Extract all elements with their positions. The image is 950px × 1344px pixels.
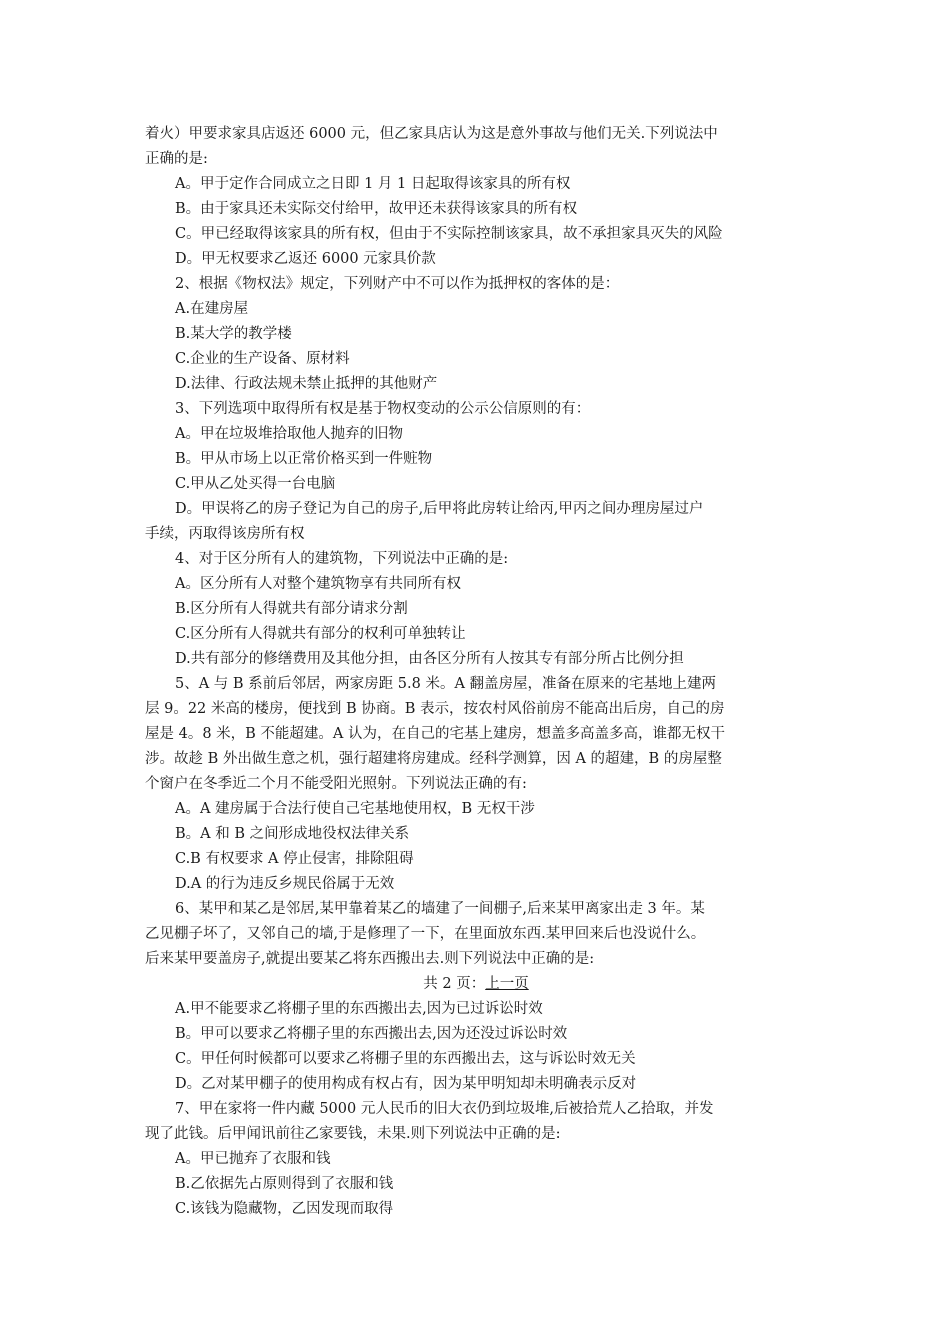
option-line: A。甲于定作合同成立之日即 1 月 1 日起取得该家具的所有权 xyxy=(175,176,571,192)
option-line: B.乙依据先占原则得到了衣服和钱 xyxy=(175,1176,394,1192)
option-line: C.B 有权要求 A 停止侵害，排除阻碍 xyxy=(175,851,414,867)
question-line: 7、甲在家将一件内藏 5000 元人民币的旧大衣仍到垃圾堆,后被拾荒人乙拾取，并发 xyxy=(175,1101,714,1117)
option-line: B.区分所有人得就共有部分请求分割 xyxy=(175,601,408,617)
page-count: 共 2 页： xyxy=(423,976,486,992)
option-line: A。A 建房属于合法行使自己宅基地使用权，B 无权干涉 xyxy=(175,801,535,817)
option-line: C.区分所有人得就共有部分的权利可单独转让 xyxy=(175,626,466,642)
pagination xyxy=(145,972,807,997)
text-line: 涉。故趁 B 外出做生意之机，强行超建将房建成。经科学测算，因 A 的超建，B 的房屋整 xyxy=(145,751,722,767)
text-line: 乙见棚子坏了，又邻自己的墙,于是修理了一下，在里面放东西.某甲回来后也没说什么。 xyxy=(145,926,706,942)
question-line: 2、根据《物权法》规定，下列财产中不可以作为抵押权的客体的是： xyxy=(175,276,620,292)
option-line: D。乙对某甲棚子的使用构成有权占有，因为某甲明知却未明确表示反对 xyxy=(175,1076,637,1092)
text-line: 手续，丙取得该房所有权 xyxy=(145,526,305,542)
question-line: 3、下列选项中取得所有权是基于物权变动的公示公信原则的有： xyxy=(175,401,591,417)
option-line: C.企业的生产设备、原材料 xyxy=(175,351,350,367)
option-line: B。由于家具还未实际交付给甲，故甲还未获得该家具的所有权 xyxy=(175,201,578,217)
option-line: A。区分所有人对整个建筑物享有共同所有权 xyxy=(175,576,461,592)
text-line: 层 9。22 米高的楼房，便找到 B 协商。B 表示，按农村风俗前房不能高出后房，自己的房 xyxy=(145,701,725,717)
question-line: 6、某甲和某乙是邻居,某甲靠着某乙的墙建了一间棚子,后来某甲离家出走 3 年。某 xyxy=(175,901,705,917)
option-line: C。甲已经取得该家具的所有权，但由于不实际控制该家具，故不承担家具灭失的风险 xyxy=(175,226,723,242)
question-line: 5、A 与 B 系前后邻居，两家房距 5.8 米。A 翻盖房屋，准备在原来的宅基地上建两 xyxy=(175,676,717,692)
option-line: C.该钱为隐藏物，乙因发现而取得 xyxy=(175,1201,394,1217)
option-line: A.在建房屋 xyxy=(175,301,249,317)
text-line: 个窗户在冬季近二个月不能受阳光照射。下列说法正确的有: xyxy=(145,776,527,792)
option-line: A。甲在垃圾堆拾取他人抛弃的旧物 xyxy=(175,426,403,442)
document-body xyxy=(145,122,807,1222)
option-line: B。甲可以要求乙将棚子里的东西搬出去,因为还没过诉讼时效 xyxy=(175,1026,568,1042)
option-line: A。甲已抛弃了衣服和钱 xyxy=(175,1151,331,1167)
option-line: D。甲无权要求乙返还 6000 元家具价款 xyxy=(175,251,436,267)
option-line: C。甲任何时候都可以要求乙将棚子里的东西搬出去，这与诉讼时效无关 xyxy=(175,1051,636,1067)
option-line: B。甲从市场上以正常价格买到一件赃物 xyxy=(175,451,433,467)
text-line: 屋是 4。8 米，B 不能超建。A 认为，在自己的宅基上建房，想盖多高盖多高，谁都无权干 xyxy=(145,726,726,742)
option-line: B。A 和 B 之间形成地役权法律关系 xyxy=(175,826,410,842)
option-line: B.某大学的教学楼 xyxy=(175,326,292,342)
option-line: D.A 的行为违反乡规民俗属于无效 xyxy=(175,876,395,892)
text-line: 后来某甲要盖房子,就提出要某乙将东西搬出去.则下列说法中正确的是: xyxy=(145,951,595,967)
option-line: D.共有部分的修缮费用及其他分担，由各区分所有人按其专有部分所占比例分担 xyxy=(175,651,684,667)
option-line: C.甲从乙处买得一台电脑 xyxy=(175,476,336,492)
option-line: D。甲误将乙的房子登记为自己的房子,后甲将此房转让给丙,甲丙之间办理房屋过户 xyxy=(175,501,704,517)
text-line: 着火）甲要求家具店返还 6000 元，但乙家具店认为这是意外事故与他们无关.下列说法中 xyxy=(145,126,718,142)
option-line: A.甲不能要求乙将棚子里的东西搬出去,因为已过诉讼时效 xyxy=(175,1001,543,1017)
previous-page-link[interactable]: 上一页 xyxy=(485,976,529,992)
text-line: 正确的是: xyxy=(145,151,208,167)
question-line: 4、对于区分所有人的建筑物，下列说法中正确的是: xyxy=(175,551,509,567)
option-line: D.法律、行政法规未禁止抵押的其他财产 xyxy=(175,376,438,392)
text-line: 现了此钱。后甲闻讯前往乙家要钱，未果.则下列说法中正确的是: xyxy=(145,1126,561,1142)
